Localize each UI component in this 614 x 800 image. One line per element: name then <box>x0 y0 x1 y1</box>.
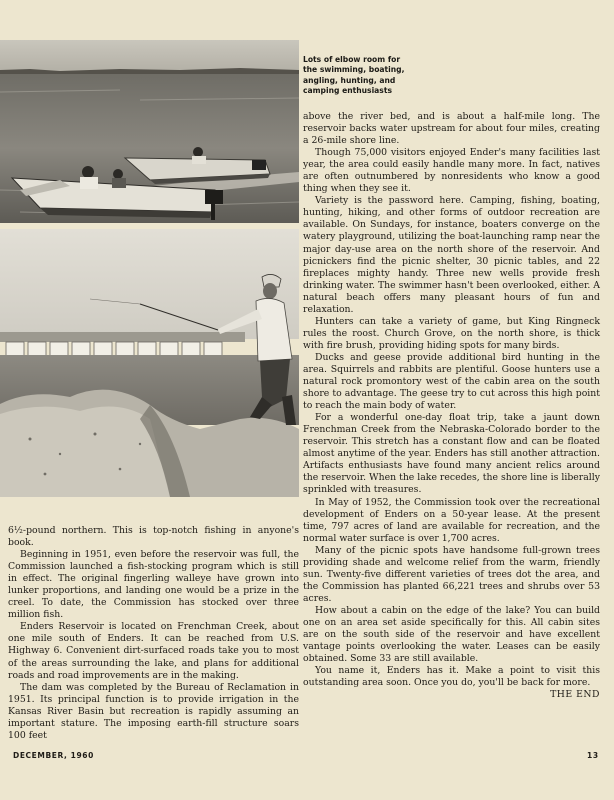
boats-photo-graphic <box>0 40 299 223</box>
paragraph: Enders Reservoir is located on Frenchman Creek, about one mile south of Enders. It can be reached from U.S. Highway 6. Convenient dirt-surfaced roads take you to most of the areas surrounding the lake, and plans for additional roads and road improvements are in the making. <box>8 621 299 681</box>
paragraph: The dam was completed by the Bureau of Reclamation in 1951. Its principal function is to provide irrigation in the Kansas River Basin but recreation is rapidly assuming an important stature. The imposing earth-fill structure soars 100 feet <box>8 681 299 741</box>
end-mark: THE END <box>550 689 600 701</box>
right-text-column <box>303 111 600 701</box>
end-row <box>303 689 600 701</box>
issue-date: DECEMBER, 1960 <box>13 751 94 760</box>
paragraph: Hunters can take a variety of game, but King Ringneck rules the roost. Church Grove, on the north shore, is thick with fire brush, providing hiding spots for many birds. <box>303 315 600 351</box>
page-number: 13 <box>587 751 599 760</box>
paragraph: How about a cabin on the edge of the lake? You can build one on an area set aside specifically for this. All cabin sites are on the south side of the reservoir and have excellent vantage points overlooking the water. Leases can be easily obtained. Some 33 are still available. <box>303 604 600 665</box>
paragraph: For a wonderful one-day float trip, take a jaunt down Frenchman Creek from the Nebraska-Colorado border to the reservoir. This stretch has a constant flow and can be floated almost anytime of the year. Enders has still another attraction. Artifacts enthusiasts have found many ancient relics around the reservoir. When the lake recedes, the shore line is liberally sprinkled with treasures. <box>303 412 600 496</box>
photo-caption: Lots of elbow room for the swimming, boating, angling, hunting, and camping enthusiasts <box>303 55 405 96</box>
paragraph: 6½-pound northern. This is top-notch fishing in anyone's book. <box>8 525 299 549</box>
paragraph: In May of 1952, the Commission took over the recreational development of Enders on a 50-year lease. At the present time, 797 acres of land are available for recreation, and the normal water surface is over 1,700 acres. <box>303 496 600 544</box>
paragraph: Variety is the password here. Camping, fishing, boating, hunting, hiking, and other forms of outdoor recreation are available. On Sundays, for instance, boaters converge on the watery playground, utilizing the boat-launching ramp near the major day-use area on the north shore of the reservoir. And picnickers find the picnic shelter, 30 picnic tables, and 22 fireplaces mighty handy. Three new wells provide fresh drinking water. The swimmer hasn't been overlooked, either. A natural beach offers many pleasant hours of fun and relaxation. <box>303 195 600 315</box>
fisherman-photo <box>0 229 299 497</box>
paragraph: Many of the picnic spots have handsome full-grown trees providing shade and welcome relief from the warm, friendly sun. Twenty-five different varieties of trees dot the area, and the Commission has planted 66,221 trees and shrubs over 53 acres. <box>303 544 600 604</box>
paragraph: Ducks and geese provide additional bird hunting in the area. Squirrels and rabbits are plentiful. Goose hunters use a natural rock promontory west of the cabin area on the south shore to advantage. The geese try to cut across this high point to reach the main body of water. <box>303 351 600 412</box>
left-text-column <box>8 525 299 742</box>
fisherman-photo-graphic <box>0 229 299 497</box>
paragraph: Though 75,000 visitors enjoyed Ender's many facilities last year, the area could easily handle many more. In fact, natives are often outnumbered by nonresidents who know a good thing when they see it. <box>303 147 600 195</box>
boats-photo <box>0 40 299 223</box>
paragraph: above the river bed, and is about a half-mile long. The reservoir backs water upstream for about four miles, creating a 26-mile shore line. <box>303 111 600 147</box>
paragraph: You name it, Enders has it. Make a point to visit this outstanding area soon. Once you do, you'll be back for more. <box>303 665 600 689</box>
paragraph: Beginning in 1951, even before the reservoir was full, the Commission launched a fish-stocking program which is still in effect. The original fingerling walleye have grown into lunker proportions, and landing one would be a prize in the creel. To date, the Commission has stocked over three million fish. <box>8 549 299 621</box>
